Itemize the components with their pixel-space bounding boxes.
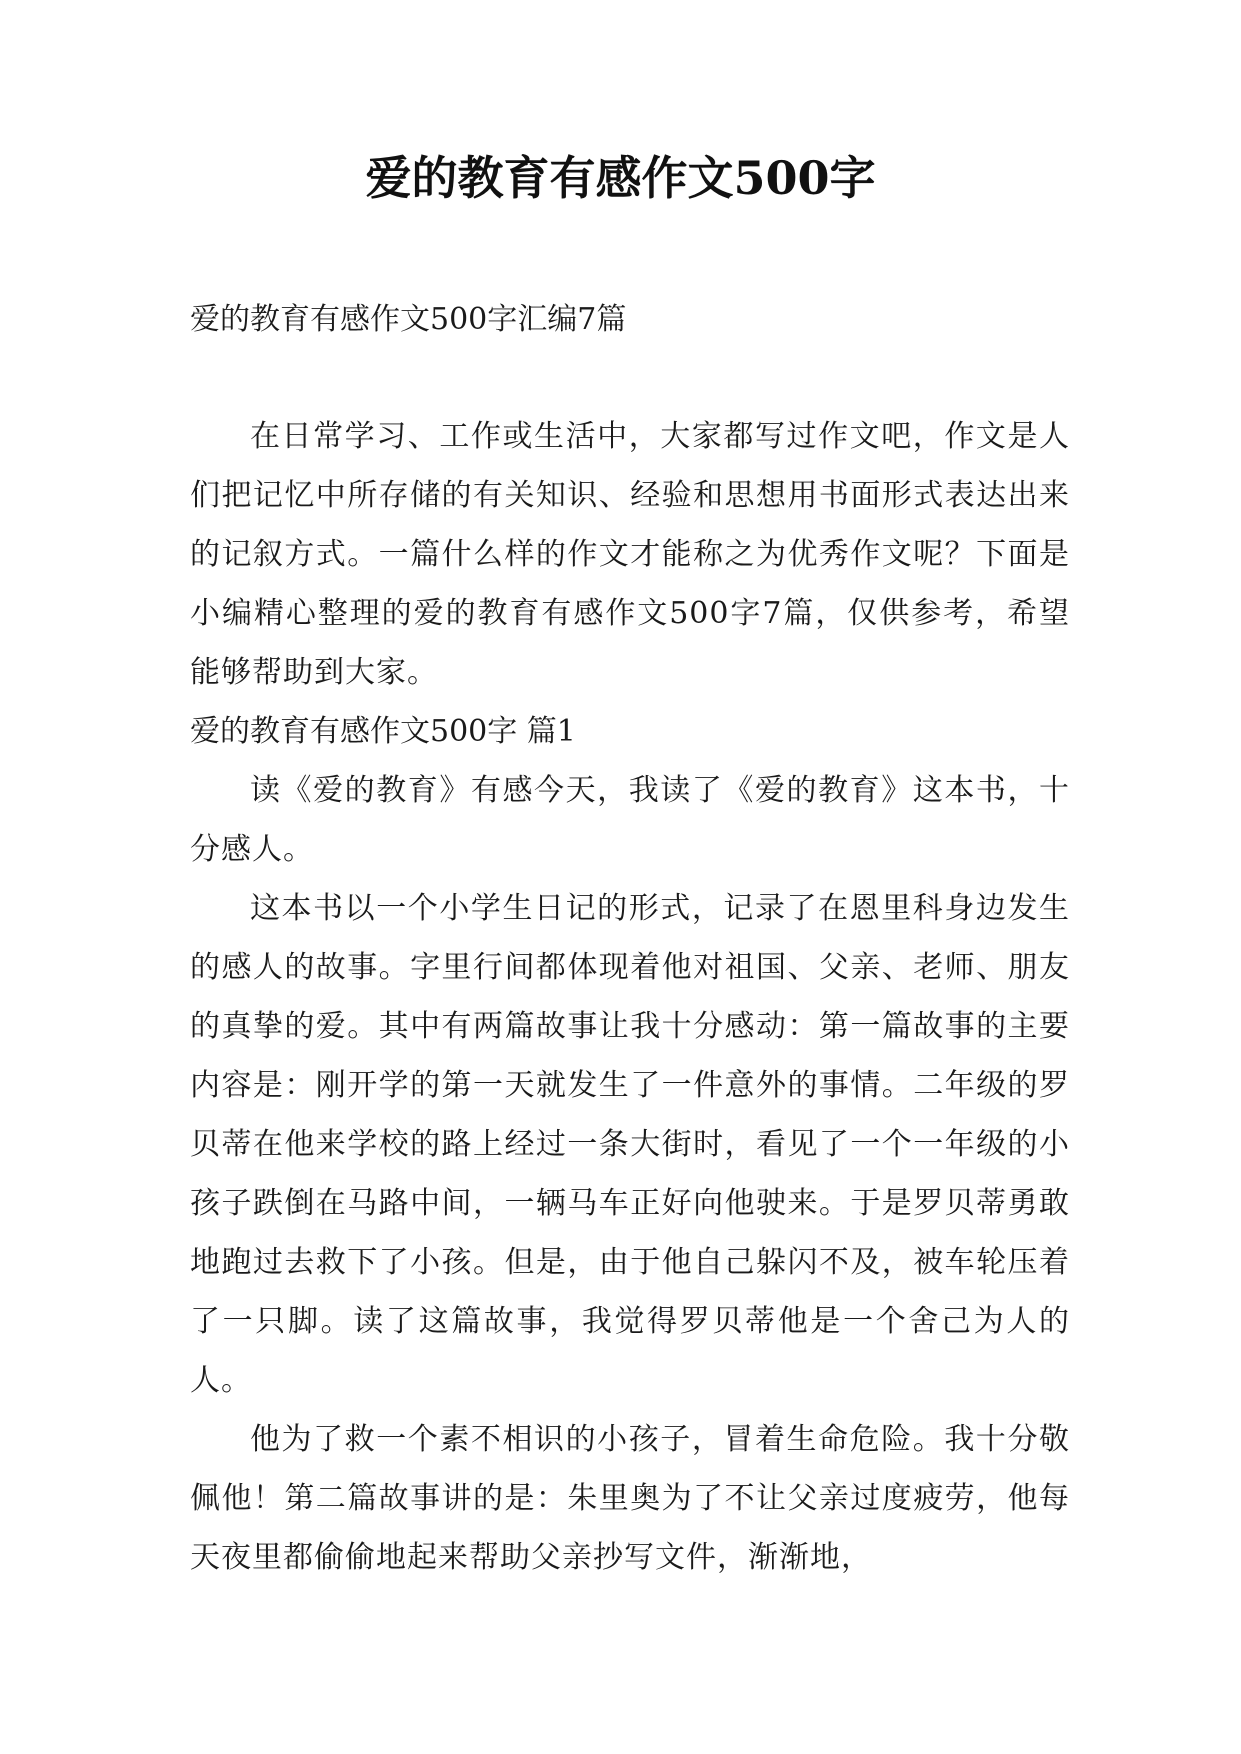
body-paragraph-2: 这本书以一个小学生日记的形式，记录了在恩里科身边发生的感人的故事。字里行间都体现着他对祖国、父亲、老师、朋友的真挚的爱。其中有两篇故事让我十分感动：第一篇故事的主要内容是：刚开学的第一天就发生了一件意外的事情。二年级的罗贝蒂在他来学校的路上经过一条大街时，看见了一个一年级的小孩子跌倒在马路中间，一辆马车正好向他驶来。于是罗贝蒂勇敢地跑过去救下了小孩。但是，由于他自己躲闪不及，被车轮压着了一只脚。读了这篇故事，我觉得罗贝蒂他是一个舍己为人的人。 — [190, 891, 1070, 1398]
body-paragraph-3: 他为了救一个素不相识的小孩子，冒着生命危险。我十分敬佩他！第二篇故事讲的是：朱里奥为了不让父亲过度疲劳，他每天夜里都偷偷地起来帮助父亲抄写文件，渐渐地， — [190, 1422, 1070, 1575]
document-body — [190, 290, 1070, 1587]
body-paragraph-1: 读《爱的教育》有感今天，我读了《爱的教育》这本书，十分感人。 — [190, 773, 1070, 867]
document-subtitle: 爱的教育有感作文500字汇编7篇 — [190, 302, 627, 337]
document-title: 爱的教育有感作文500字 — [365, 151, 876, 205]
intro-paragraph: 在日常学习、工作或生活中，大家都写过作文吧，作文是人们把记忆中所存储的有关知识、经验和思想用书面形式表达出来的记叙方式。一篇什么样的作文才能称之为优秀作文呢？下面是小编精心整理的爱的教育有感作文500字7篇，仅供参考，希望能够帮助到大家。 — [190, 419, 1070, 690]
section-heading: 爱的教育有感作文500字 篇1 — [190, 714, 576, 749]
